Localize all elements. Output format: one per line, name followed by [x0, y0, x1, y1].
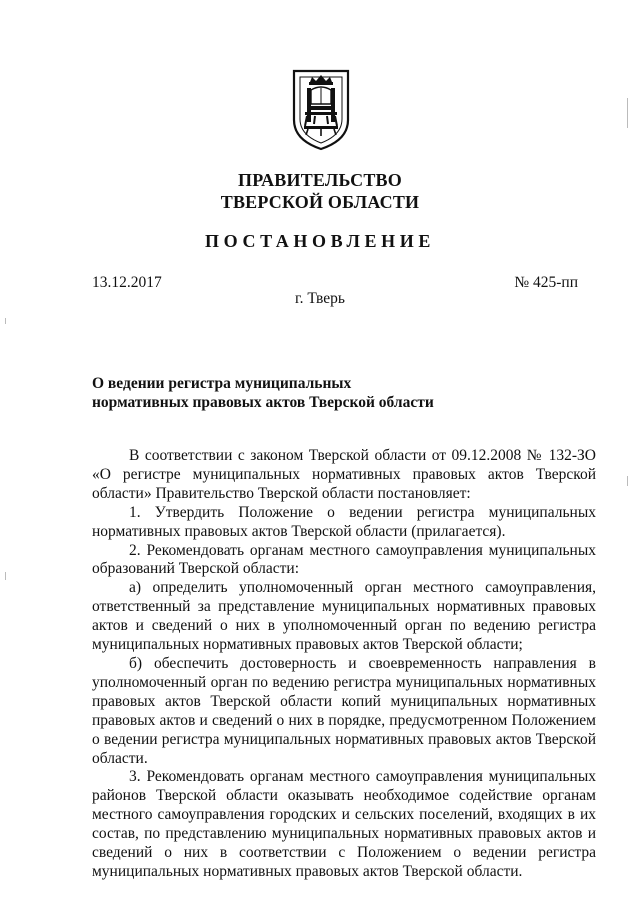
- body-paragraph: 2. Рекомендовать органам местного самоуправления муниципальных образований Тверской области:: [92, 541, 596, 578]
- scan-edge-mark: [5, 572, 6, 580]
- body-paragraph: б) обеспечить достоверность и своевременность направления в уполномоченный орган по ведению регистра муниципальных нормативных правовых актов Тверской области копий муниципальных нормативных правовых актов и сведений о них в порядке, предусмотренном Положением о ведении регистра муниципальных нормативных правовых актов Тверской области.: [92, 654, 596, 767]
- body-paragraph: а) определить уполномоченный орган местного самоуправления, ответственный за представление муниципальных нормативных правовых актов и сведений о них в уполномоченный орган по ведению регистра муниципальных нормативных правовых актов Тверской области;: [92, 579, 596, 654]
- body-paragraph: 3. Рекомендовать органам местного самоуправления муниципальных районов Тверской области оказывать необходимое содействие органам местного самоуправления городских и сельских поселений, входящих в их состав, по представлению муниципальных нормативных правовых актов и сведений о них в соответствии с Положением о ведении регистра муниципальных нормативных правовых актов Тверской области.: [92, 768, 596, 880]
- coat-of-arms-emblem: [291, 68, 351, 152]
- issuing-authority-line-1: ПРАВИТЕЛЬСТВО: [238, 170, 402, 190]
- document-title-line-2: нормативных правовых актов Тверской области: [92, 394, 434, 411]
- document-city: г. Тверь: [295, 290, 345, 307]
- document-title: [92, 374, 552, 412]
- issuing-authority-line-2: ТВЕРСКОЙ ОБЛАСТИ: [220, 192, 420, 212]
- document-type: ПОСТАНОВЛЕНИЕ: [205, 231, 435, 251]
- scan-edge-mark: [627, 476, 628, 486]
- scan-edge-mark: [627, 98, 628, 128]
- body-paragraph: В соответствии с законом Тверской области от 09.12.2008 № 132-ЗО «О регистре муниципальных нормативных правовых актов Тверской области» Правительство Тверской области постановляет:: [92, 447, 596, 502]
- body-paragraph: 1. Утвердить Положение о ведении регистра муниципальных нормативных правовых актов Тверской области (прилагается).: [92, 503, 596, 540]
- scan-edge-mark: [5, 318, 6, 324]
- document-title-line-1: О ведении регистра муниципальных: [92, 375, 352, 392]
- document-body: [92, 447, 596, 882]
- document-number: № 425-пп: [514, 274, 578, 291]
- document-date: 13.12.2017: [92, 274, 162, 291]
